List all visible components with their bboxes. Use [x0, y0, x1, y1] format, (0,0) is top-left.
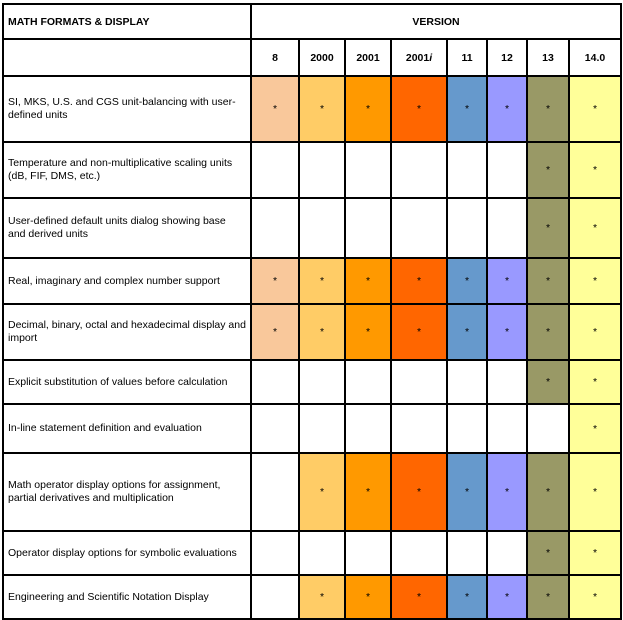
- empty-cell: [251, 142, 299, 198]
- table-row: [3, 531, 621, 575]
- empty-cell: [345, 198, 391, 258]
- feature-label: SI, MKS, U.S. and CGS unit-balancing with user-defined units: [3, 76, 251, 142]
- support-mark: *: [345, 76, 391, 142]
- version-number: 14.0: [584, 51, 606, 64]
- empty-cell: [345, 531, 391, 575]
- version-number: 2001: [356, 51, 380, 64]
- support-mark: *: [569, 575, 621, 619]
- support-mark: *: [391, 453, 447, 531]
- support-mark: *: [527, 258, 569, 304]
- support-mark: *: [527, 76, 569, 142]
- empty-cell: [391, 142, 447, 198]
- feature-label: Math operator display options for assignment, partial derivatives and multiplication: [3, 453, 251, 531]
- empty-cell: [447, 404, 487, 453]
- version-label-8: [569, 39, 621, 76]
- support-mark: *: [447, 76, 487, 142]
- support-mark: *: [487, 304, 527, 360]
- table-row: [3, 304, 621, 360]
- empty-cell: [527, 404, 569, 453]
- support-mark: *: [251, 258, 299, 304]
- support-mark: *: [251, 304, 299, 360]
- table-row: [3, 198, 621, 258]
- support-mark: *: [299, 304, 345, 360]
- support-mark: *: [447, 575, 487, 619]
- empty-cell: [487, 404, 527, 453]
- feature-label: Decimal, binary, octal and hexadecimal display and import: [3, 304, 251, 360]
- support-mark: *: [391, 258, 447, 304]
- empty-cell: [299, 198, 345, 258]
- empty-cell: [299, 360, 345, 404]
- empty-cell: [299, 404, 345, 453]
- empty-cell: [299, 142, 345, 198]
- feature-matrix-table: [2, 3, 622, 620]
- support-mark: *: [299, 453, 345, 531]
- support-mark: *: [569, 198, 621, 258]
- support-mark: *: [487, 76, 527, 142]
- empty-cell: [487, 531, 527, 575]
- header-row: [3, 4, 621, 39]
- feature-label: Explicit substitution of values before calculation: [3, 360, 251, 404]
- version-number: 11: [461, 51, 473, 64]
- support-mark: *: [447, 258, 487, 304]
- support-mark: *: [487, 453, 527, 531]
- support-mark: *: [299, 575, 345, 619]
- support-mark: *: [487, 258, 527, 304]
- empty-cell: [251, 531, 299, 575]
- empty-cell: [487, 360, 527, 404]
- empty-cell: [299, 531, 345, 575]
- support-mark: *: [299, 76, 345, 142]
- table-row: [3, 76, 621, 142]
- support-mark: *: [569, 531, 621, 575]
- version-number: 2001: [405, 51, 430, 64]
- support-mark: *: [345, 453, 391, 531]
- empty-cell: [391, 404, 447, 453]
- empty-cell: [391, 360, 447, 404]
- version-label-3: [345, 39, 391, 76]
- version-label-4: [391, 39, 447, 76]
- empty-cell: [447, 360, 487, 404]
- empty-cell: [447, 142, 487, 198]
- version-number: 8: [272, 51, 278, 64]
- table-row: [3, 360, 621, 404]
- empty-cell: [447, 198, 487, 258]
- version-row: [3, 39, 621, 76]
- support-mark: *: [345, 304, 391, 360]
- feature-label: Operator display options for symbolic evaluations: [3, 531, 251, 575]
- empty-cell: [391, 198, 447, 258]
- version-number: 2000: [310, 51, 334, 64]
- support-mark: *: [569, 453, 621, 531]
- support-mark: *: [527, 531, 569, 575]
- empty-cell: [487, 198, 527, 258]
- empty-cell: [345, 360, 391, 404]
- empty-cell: [251, 360, 299, 404]
- support-mark: *: [527, 575, 569, 619]
- support-mark: *: [391, 76, 447, 142]
- support-mark: *: [569, 258, 621, 304]
- version-label-6: [487, 39, 527, 76]
- feature-label: Engineering and Scientific Notation Display: [3, 575, 251, 619]
- table-row: [3, 142, 621, 198]
- empty-cell: [345, 142, 391, 198]
- support-mark: *: [447, 304, 487, 360]
- empty-cell: [487, 142, 527, 198]
- empty-cell: [251, 575, 299, 619]
- support-mark: *: [391, 575, 447, 619]
- table-row: [3, 453, 621, 531]
- version-number: 13: [542, 51, 554, 64]
- version-label-5: [447, 39, 487, 76]
- version-header: VERSION: [251, 4, 621, 39]
- support-mark: *: [391, 304, 447, 360]
- support-mark: *: [345, 575, 391, 619]
- support-mark: *: [569, 404, 621, 453]
- support-mark: *: [569, 76, 621, 142]
- empty-cell: [447, 531, 487, 575]
- empty-cell: [251, 453, 299, 531]
- support-mark: *: [569, 142, 621, 198]
- empty-cell: [345, 404, 391, 453]
- section-title: MATH FORMATS & DISPLAY: [3, 4, 251, 39]
- version-number: 12: [501, 51, 513, 64]
- table-row: [3, 404, 621, 453]
- feature-label: Real, imaginary and complex number support: [3, 258, 251, 304]
- support-mark: *: [569, 360, 621, 404]
- support-mark: *: [527, 198, 569, 258]
- version-label-7: [527, 39, 569, 76]
- support-mark: *: [527, 304, 569, 360]
- support-mark: *: [527, 142, 569, 198]
- version-label-2: [299, 39, 345, 76]
- table-row: [3, 575, 621, 619]
- support-mark: *: [527, 453, 569, 531]
- blank-header-cell: [3, 39, 251, 76]
- feature-label: In-line statement definition and evaluation: [3, 404, 251, 453]
- feature-label: Temperature and non-multiplicative scaling units (dB, FIF, DMS, etc.): [3, 142, 251, 198]
- feature-label: User-defined default units dialog showing base and derived units: [3, 198, 251, 258]
- version-label-1: [251, 39, 299, 76]
- table-row: [3, 258, 621, 304]
- support-mark: *: [527, 360, 569, 404]
- support-mark: *: [569, 304, 621, 360]
- table-body: [3, 4, 621, 619]
- empty-cell: [251, 404, 299, 453]
- support-mark: *: [299, 258, 345, 304]
- empty-cell: [391, 531, 447, 575]
- version-suffix: i: [429, 51, 433, 64]
- support-mark: *: [447, 453, 487, 531]
- support-mark: *: [487, 575, 527, 619]
- support-mark: *: [345, 258, 391, 304]
- support-mark: *: [251, 76, 299, 142]
- empty-cell: [251, 198, 299, 258]
